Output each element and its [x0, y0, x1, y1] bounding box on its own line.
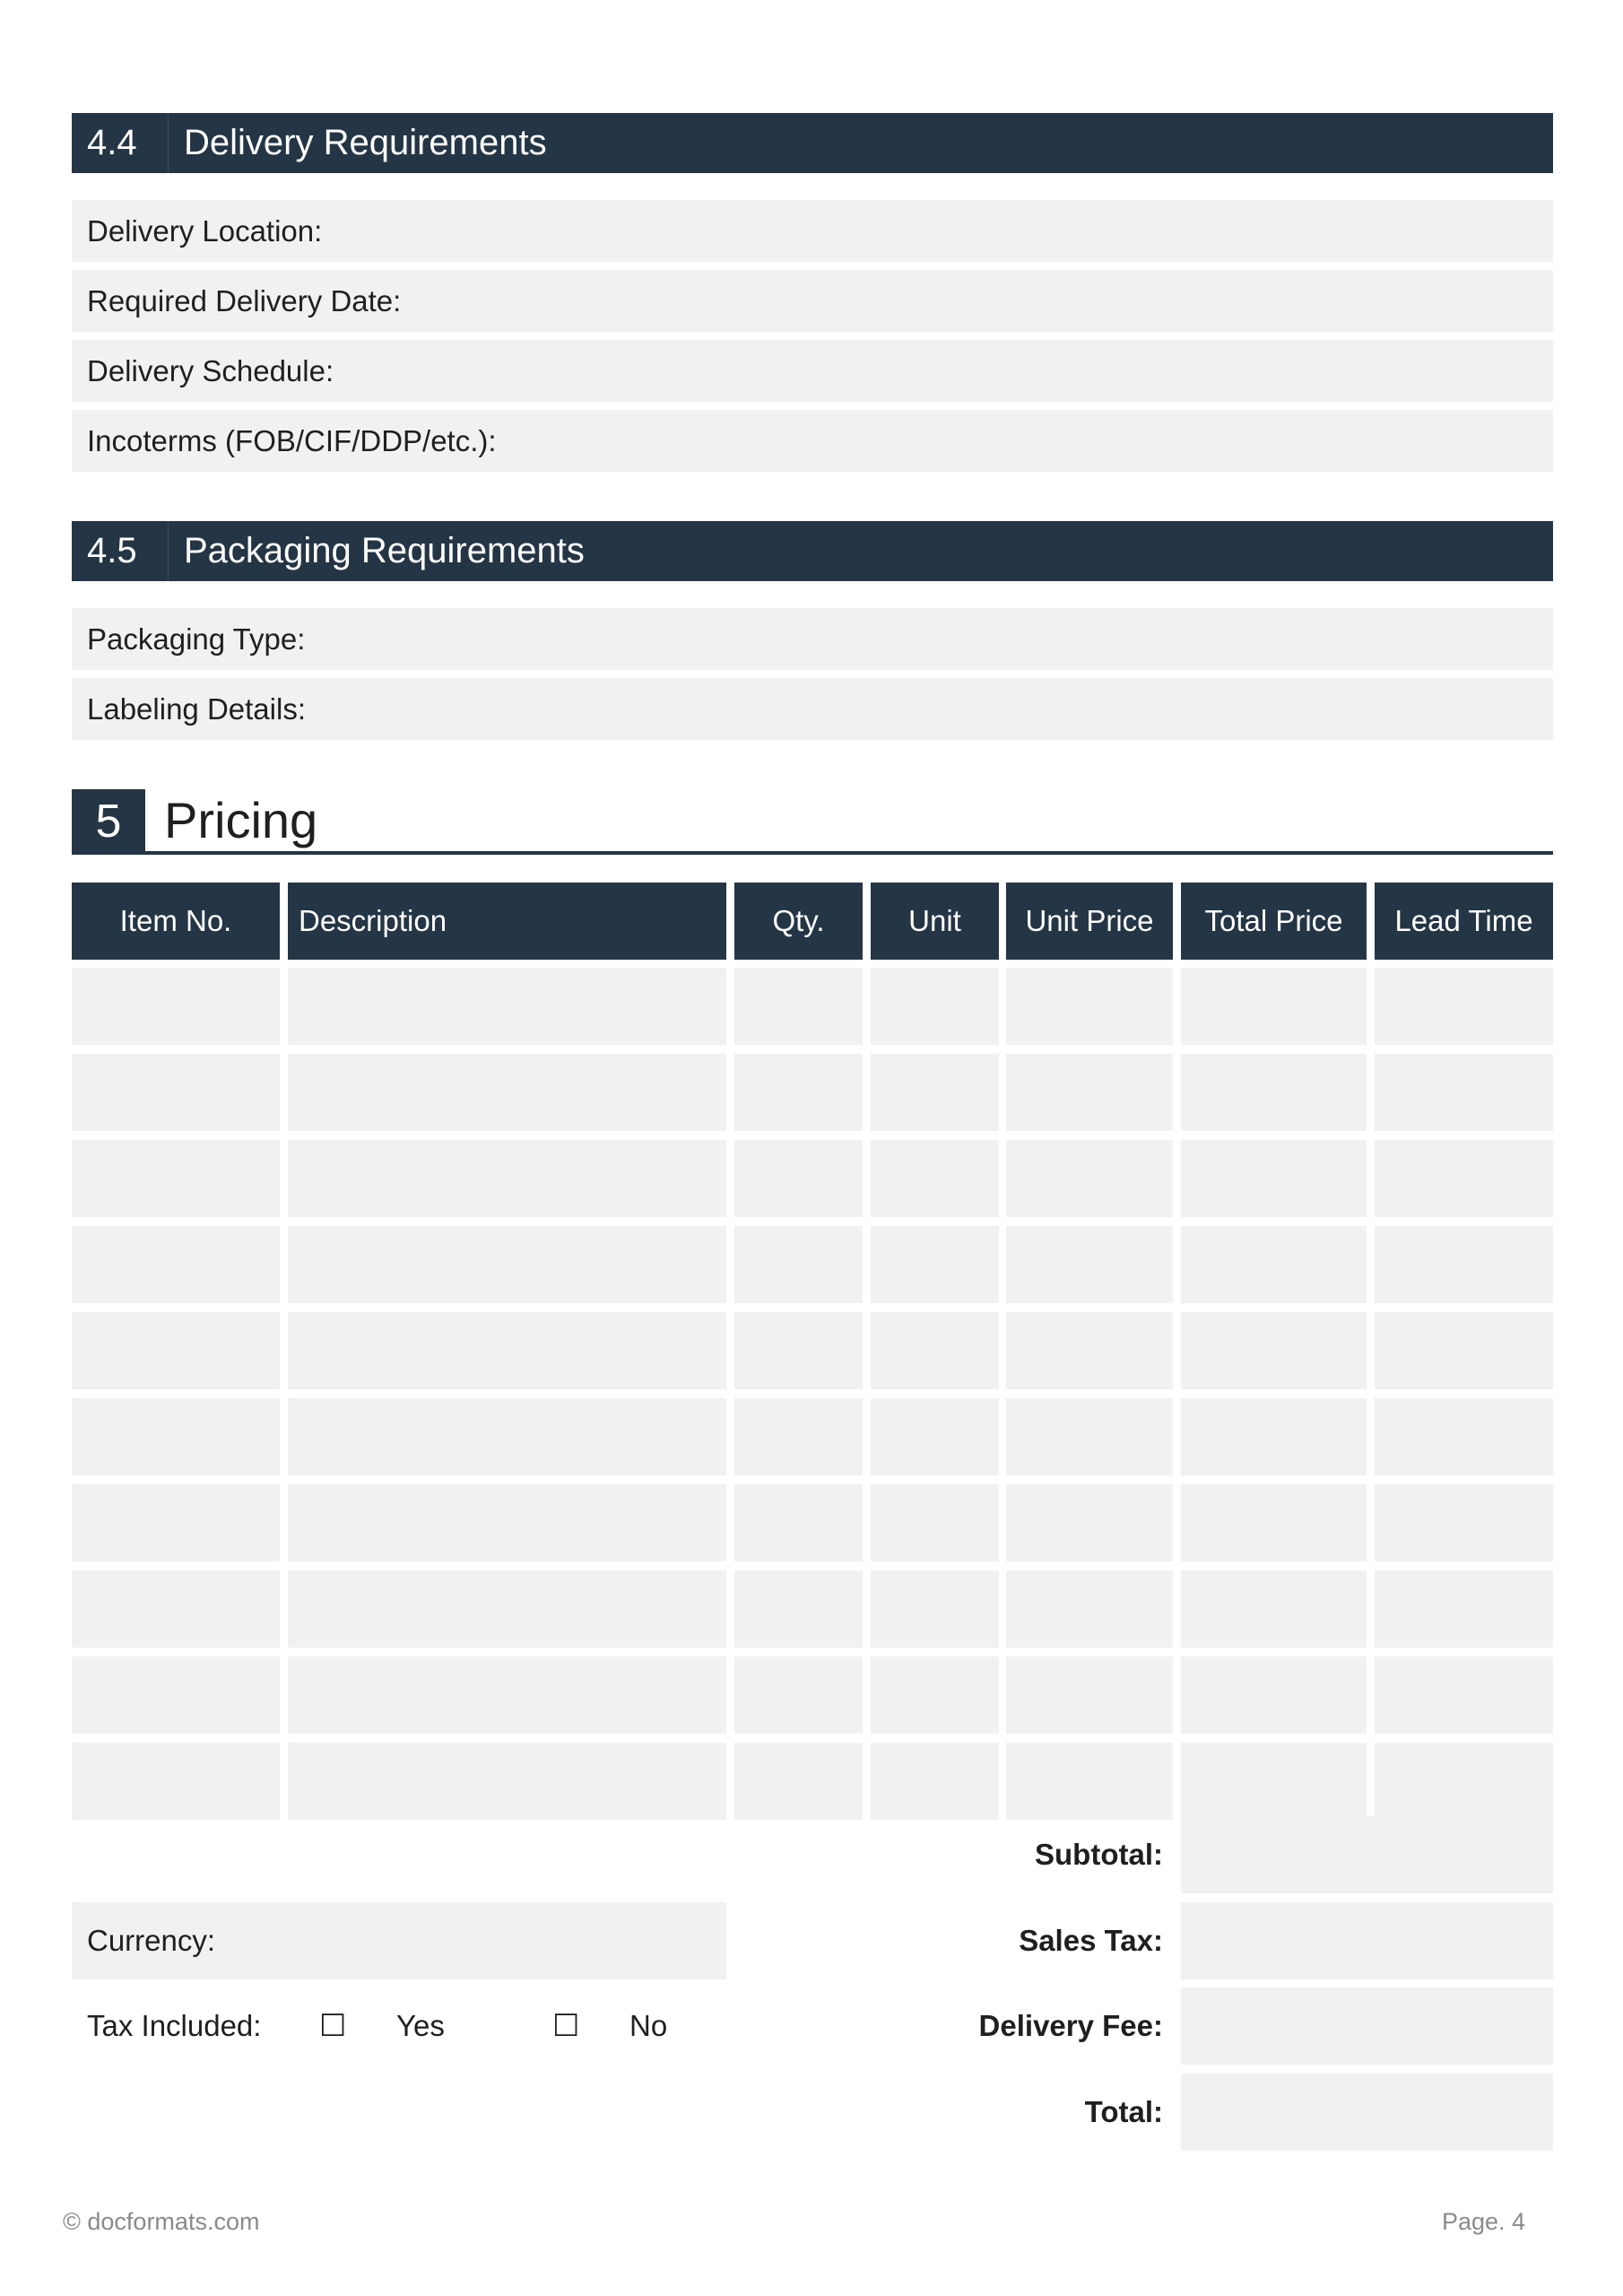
tax-yes-checkbox[interactable]: ☐ — [319, 2008, 347, 2044]
cell-lead-time[interactable] — [1375, 1398, 1553, 1475]
field-label: Labeling Details: — [87, 691, 306, 726]
cell-lead-time[interactable] — [1375, 1743, 1553, 1820]
cell-description[interactable] — [288, 1398, 726, 1475]
cell-unit[interactable] — [871, 1054, 999, 1131]
delivery-fee-label: Delivery Fee: — [978, 2009, 1163, 2042]
cell-qty[interactable] — [734, 1570, 863, 1648]
header-label: Total Price — [1204, 904, 1343, 937]
subtotal-field[interactable] — [1181, 1816, 1553, 1893]
col-header-qty — [734, 883, 863, 960]
cell-unit[interactable] — [871, 1484, 999, 1561]
tax-no-label: No — [629, 2009, 668, 2042]
cell-unit[interactable] — [871, 1398, 999, 1475]
cell-total-price[interactable] — [1181, 1657, 1367, 1734]
cell-item-no[interactable] — [72, 1312, 280, 1389]
labeling-details-field[interactable] — [72, 678, 1553, 740]
field-label: Required Delivery Date: — [87, 283, 402, 317]
section-title: Delivery Requirements — [184, 123, 547, 162]
section-number: 4.5 — [72, 521, 169, 581]
cell-unit-price[interactable] — [1006, 1743, 1173, 1820]
cell-description[interactable] — [288, 1054, 726, 1131]
cell-description[interactable] — [288, 1226, 726, 1303]
cell-unit[interactable] — [871, 1570, 999, 1648]
cell-unit[interactable] — [871, 1312, 999, 1389]
cell-qty[interactable] — [734, 1312, 863, 1389]
cell-qty[interactable] — [734, 1743, 863, 1820]
cell-item-no[interactable] — [72, 1743, 280, 1820]
section-title: Packaging Requirements — [184, 531, 585, 570]
cell-unit-price[interactable] — [1006, 1570, 1173, 1648]
cell-qty[interactable] — [734, 1657, 863, 1734]
cell-unit-price[interactable] — [1006, 1484, 1173, 1561]
cell-unit-price[interactable] — [1006, 1226, 1173, 1303]
cell-total-price[interactable] — [1181, 1484, 1367, 1561]
incoterms-field[interactable] — [72, 410, 1553, 472]
cell-description[interactable] — [288, 1570, 726, 1648]
cell-item-no[interactable] — [72, 1657, 280, 1734]
cell-item-no[interactable] — [72, 1570, 280, 1648]
field-label: Delivery Schedule: — [87, 353, 334, 387]
tax-included-label: Tax Included: — [87, 2009, 262, 2042]
sales-tax-label: Sales Tax: — [1019, 1924, 1163, 1957]
header-label: Lead Time — [1394, 904, 1533, 937]
field-label: Packaging Type: — [87, 622, 306, 656]
cell-unit-price[interactable] — [1006, 968, 1173, 1045]
pricing-underline — [72, 851, 1553, 855]
header-label: Description — [299, 904, 447, 937]
header-label: Item No. — [119, 904, 232, 937]
field-label: Currency: — [87, 1924, 216, 1957]
cell-total-price[interactable] — [1181, 1743, 1367, 1820]
field-label: Delivery Location: — [87, 213, 323, 248]
cell-description[interactable] — [288, 1743, 726, 1820]
cell-unit-price[interactable] — [1006, 1054, 1173, 1131]
footer-copyright: © docformats.com — [63, 2208, 260, 2235]
section-header-delivery — [72, 113, 1553, 173]
header-label: Qty. — [772, 904, 825, 937]
total-label: Total: — [1084, 2095, 1163, 2128]
cell-unit-price[interactable] — [1006, 1657, 1173, 1734]
currency-field[interactable] — [72, 1902, 726, 1979]
col-header-total-price — [1181, 883, 1367, 960]
cell-item-no[interactable] — [72, 1484, 280, 1561]
header-label: Unit — [908, 904, 961, 937]
pricing-number-box — [72, 789, 145, 854]
cell-total-price[interactable] — [1181, 1140, 1367, 1217]
cell-total-price[interactable] — [1181, 1312, 1367, 1389]
cell-unit[interactable] — [871, 968, 999, 1045]
cell-unit-price[interactable] — [1006, 1312, 1173, 1389]
cell-item-no[interactable] — [72, 1054, 280, 1131]
cell-description[interactable] — [288, 1312, 726, 1389]
cell-unit[interactable] — [871, 1140, 999, 1217]
cell-item-no[interactable] — [72, 1140, 280, 1217]
section-header-packaging — [72, 521, 1553, 581]
total-field[interactable] — [1181, 2074, 1553, 2151]
packaging-type-field[interactable] — [72, 608, 1553, 670]
col-header-item-no — [72, 883, 280, 960]
delivery-fee-field[interactable] — [1181, 1987, 1553, 2065]
cell-unit-price[interactable] — [1006, 1140, 1173, 1217]
header-label: Unit Price — [1025, 904, 1154, 937]
required-delivery-date-field[interactable] — [72, 270, 1553, 332]
cell-description[interactable] — [288, 1484, 726, 1561]
cell-total-price[interactable] — [1181, 968, 1367, 1045]
cell-qty[interactable] — [734, 1054, 863, 1131]
cell-lead-time[interactable] — [1375, 1054, 1553, 1131]
pricing-title: Pricing — [164, 791, 318, 848]
cell-item-no[interactable] — [72, 1398, 280, 1475]
section-number: 5 — [95, 796, 122, 848]
cell-lead-time[interactable] — [1375, 1484, 1553, 1561]
cell-total-price[interactable] — [1181, 1226, 1367, 1303]
cell-total-price[interactable] — [1181, 1398, 1367, 1475]
cell-unit[interactable] — [871, 1743, 999, 1820]
cell-qty[interactable] — [734, 1484, 863, 1561]
cell-description[interactable] — [288, 968, 726, 1045]
cell-item-no[interactable] — [72, 1226, 280, 1303]
cell-description[interactable] — [288, 1657, 726, 1734]
col-header-lead-time — [1375, 883, 1553, 960]
cell-qty[interactable] — [734, 1226, 863, 1303]
cell-qty[interactable] — [734, 1140, 863, 1217]
cell-unit[interactable] — [871, 1226, 999, 1303]
cell-qty[interactable] — [734, 968, 863, 1045]
cell-total-price[interactable] — [1181, 1054, 1367, 1131]
cell-lead-time[interactable] — [1375, 1570, 1553, 1648]
cell-item-no[interactable] — [72, 968, 280, 1045]
subtotal-label: Subtotal: — [1035, 1838, 1163, 1871]
col-header-unit — [871, 883, 999, 960]
section-number: 4.4 — [72, 113, 169, 173]
cell-lead-time[interactable] — [1375, 968, 1553, 1045]
cell-total-price[interactable] — [1181, 1570, 1367, 1648]
delivery-location-field[interactable] — [72, 200, 1553, 262]
col-header-description — [288, 883, 726, 960]
col-header-unit-price — [1006, 883, 1173, 960]
cell-description[interactable] — [288, 1140, 726, 1217]
cell-qty[interactable] — [734, 1398, 863, 1475]
cell-lead-time[interactable] — [1375, 1226, 1553, 1303]
tax-no-checkbox[interactable]: ☐ — [552, 2008, 580, 2044]
cell-unit-price[interactable] — [1006, 1398, 1173, 1475]
cell-lead-time[interactable] — [1375, 1312, 1553, 1389]
cell-unit[interactable] — [871, 1657, 999, 1734]
sales-tax-field[interactable] — [1181, 1902, 1553, 1979]
delivery-schedule-field[interactable] — [72, 340, 1553, 402]
field-label: Incoterms (FOB/CIF/DDP/etc.): — [87, 423, 497, 457]
footer-page-number: Page. 4 — [1442, 2208, 1526, 2235]
tax-yes-label: Yes — [396, 2009, 445, 2042]
cell-lead-time[interactable] — [1375, 1140, 1553, 1217]
cell-lead-time[interactable] — [1375, 1657, 1553, 1734]
